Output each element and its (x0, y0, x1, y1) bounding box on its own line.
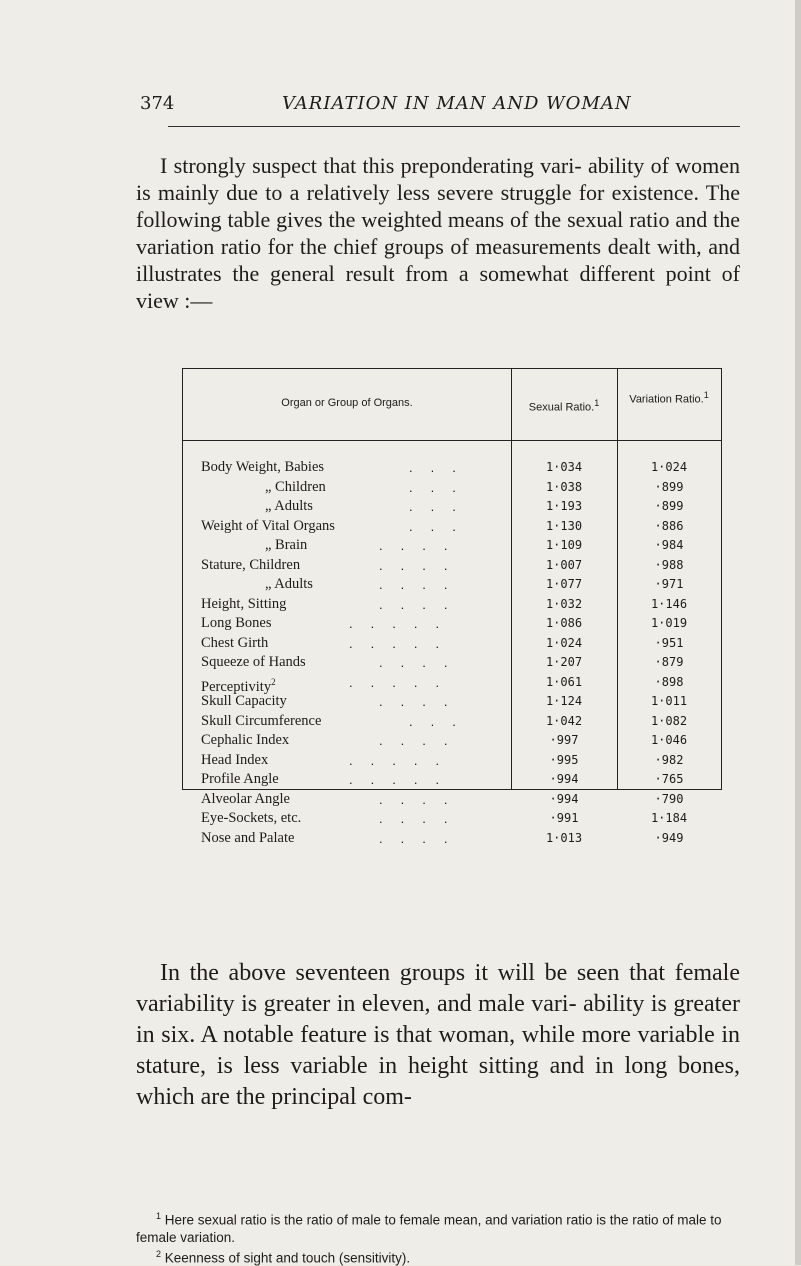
variation-ratio-cell: ·899 (617, 478, 721, 498)
sexual-ratio-cell: 1·038 (511, 478, 617, 498)
table-row (183, 536, 721, 556)
sexual-ratio-cell: 1·034 (511, 458, 617, 478)
variation-ratio-cell: ·879 (617, 653, 721, 673)
leader-dots: .... (379, 556, 465, 576)
leader-dots: .... (379, 731, 465, 751)
organ-label: Profile Angle (201, 771, 279, 787)
header-divider (183, 440, 721, 441)
variation-ratio-cell: 1·019 (617, 614, 721, 634)
variation-ratio-cell: ·984 (617, 536, 721, 556)
organ-label: Squeeze of Hands (201, 654, 306, 670)
organ-label: „ Brain (265, 537, 307, 553)
footnote-text: Here sexual ratio is the ratio of male to female mean, and variation ratio is the ratio of male to female variation. (136, 1213, 722, 1245)
table-row (183, 731, 721, 751)
leader-dots: ... (409, 517, 474, 537)
table-row (183, 829, 721, 849)
organ-label: Alveolar Angle (201, 791, 290, 807)
sexual-ratio-cell: 1·130 (511, 517, 617, 537)
organ-label: Head Index (201, 752, 268, 768)
header-organ-label: Organ or Group of Organs. (281, 397, 412, 409)
footnote-mark: 2 (156, 1249, 161, 1259)
organ-cell (183, 595, 521, 615)
table-row (183, 556, 721, 576)
organ-cell (183, 692, 521, 712)
leader-dots: .... (379, 653, 465, 673)
variation-ratio-cell: 1·184 (617, 809, 721, 829)
table-row (183, 595, 721, 615)
organ-label: Cephalic Index (201, 732, 289, 748)
leader-dots: ... (409, 478, 474, 498)
variation-ratio-cell: 1·046 (617, 731, 721, 751)
organ-label: „ Children (265, 479, 326, 495)
variation-ratio-cell: ·951 (617, 634, 721, 654)
header-organ (183, 397, 511, 409)
organ-cell (183, 556, 521, 576)
table-row (183, 790, 721, 810)
variation-ratio-cell: 1·146 (617, 595, 721, 615)
ratio-table (182, 368, 722, 790)
leader-dots: ..... (349, 751, 457, 771)
sexual-ratio-cell: 1·193 (511, 497, 617, 517)
table-row (183, 809, 721, 829)
organ-cell (183, 829, 521, 849)
page-number: 374 (140, 93, 174, 114)
sexual-ratio-cell: 1·077 (511, 575, 617, 595)
variation-ratio-cell: 1·011 (617, 692, 721, 712)
leader-dots: .... (379, 692, 465, 712)
footnotes (136, 1208, 740, 1266)
variation-ratio-cell: ·765 (617, 770, 721, 790)
organ-label: Perceptivity (201, 678, 271, 694)
variation-ratio-cell: 1·082 (617, 712, 721, 732)
sexual-ratio-cell: 1·061 (511, 673, 617, 693)
organ-cell (183, 731, 521, 751)
paragraph-intro: I strongly suspect that this preponderating vari- ability of women is mainly due to a relatively less severe struggle for existence. The following table gives the weighted means of the sexual ratio and the variation ratio for the chief groups of measurements dealt with, and illustrates the general result from a somewhat different point of view :— (136, 152, 740, 314)
leader-dots: .... (379, 829, 465, 849)
organ-label: „ Adults (265, 498, 313, 514)
table-row (183, 614, 721, 634)
running-head (140, 93, 740, 123)
table-body (183, 458, 721, 848)
leader-dots: ... (409, 458, 474, 478)
sexual-ratio-cell: ·995 (511, 751, 617, 771)
sexual-ratio-cell: ·994 (511, 790, 617, 810)
header-sexual-ratio (511, 397, 617, 414)
table-row (183, 653, 721, 673)
variation-ratio-cell: ·898 (617, 673, 721, 693)
footnote-ref: 2 (271, 677, 276, 687)
variation-ratio-cell: ·899 (617, 497, 721, 517)
footnote (136, 1246, 740, 1266)
footnote (136, 1208, 740, 1246)
footnote-mark: 1 (156, 1211, 161, 1221)
sexual-ratio-cell: 1·032 (511, 595, 617, 615)
sexual-ratio-cell: 1·042 (511, 712, 617, 732)
header-rule (168, 126, 740, 127)
paragraph-conclusion: In the above seventeen groups it will be seen that female variability is greater in eleven, and male vari- ability is greater in six. A notable feature is that woman, while more variable in stature, is less variable in height sitting and in long bones, which are the principal com- (136, 958, 740, 1113)
header-sexual-label: Sexual Ratio. (529, 402, 594, 414)
variation-ratio-cell: ·949 (617, 829, 721, 849)
footnote-text: Keenness of sight and touch (sensitivity). (161, 1250, 410, 1265)
sexual-ratio-cell: 1·207 (511, 653, 617, 673)
table-row (183, 497, 721, 517)
organ-label: Eye-Sockets, etc. (201, 810, 301, 826)
table-row (183, 517, 721, 537)
sexual-ratio-cell: 1·109 (511, 536, 617, 556)
table-row (183, 712, 721, 732)
table-row (183, 575, 721, 595)
organ-label: Skull Capacity (201, 693, 287, 709)
leader-dots: ..... (349, 673, 457, 693)
organ-label: Body Weight, Babies (201, 459, 324, 475)
sexual-ratio-cell: ·991 (511, 809, 617, 829)
footnote-ref: 1 (594, 398, 599, 408)
organ-label: Chest Girth (201, 635, 268, 651)
leader-dots: .... (379, 790, 465, 810)
organ-cell (183, 790, 521, 810)
variation-ratio-cell: 1·024 (617, 458, 721, 478)
variation-ratio-cell: ·886 (617, 517, 721, 537)
page-edge (795, 0, 801, 1265)
organ-label: „ Adults (265, 576, 313, 592)
leader-dots: ..... (349, 634, 457, 654)
table-row (183, 770, 721, 790)
variation-ratio-cell: ·982 (617, 751, 721, 771)
variation-ratio-cell: ·790 (617, 790, 721, 810)
table-row (183, 478, 721, 498)
header-variation-label: Variation Ratio. (629, 394, 703, 406)
organ-label: Nose and Palate (201, 830, 294, 846)
sexual-ratio-cell: 1·007 (511, 556, 617, 576)
leader-dots: .... (379, 536, 465, 556)
table-row (183, 673, 721, 693)
sexual-ratio-cell: ·997 (511, 731, 617, 751)
organ-label: Skull Circumference (201, 713, 321, 729)
leader-dots: ..... (349, 614, 457, 634)
table-row (183, 692, 721, 712)
table-row (183, 458, 721, 478)
table-row (183, 751, 721, 771)
leader-dots: .... (379, 575, 465, 595)
header-variation-ratio (617, 389, 721, 406)
sexual-ratio-cell: ·994 (511, 770, 617, 790)
organ-label: Height, Sitting (201, 596, 286, 612)
sexual-ratio-cell: 1·024 (511, 634, 617, 654)
organ-label: Weight of Vital Organs (201, 518, 335, 534)
footnote-ref: 1 (704, 390, 709, 400)
running-title: VARIATION IN MAN AND WOMAN (282, 93, 632, 114)
variation-ratio-cell: ·988 (617, 556, 721, 576)
leader-dots: .... (379, 809, 465, 829)
leader-dots: ... (409, 712, 474, 732)
leader-dots: ..... (349, 770, 457, 790)
organ-cell (183, 809, 521, 829)
leader-dots: ... (409, 497, 474, 517)
organ-cell (183, 653, 521, 673)
organ-label: Stature, Children (201, 557, 300, 573)
organ-label: Long Bones (201, 615, 271, 631)
leader-dots: .... (379, 595, 465, 615)
table-row (183, 634, 721, 654)
variation-ratio-cell: ·971 (617, 575, 721, 595)
sexual-ratio-cell: 1·013 (511, 829, 617, 849)
sexual-ratio-cell: 1·124 (511, 692, 617, 712)
sexual-ratio-cell: 1·086 (511, 614, 617, 634)
